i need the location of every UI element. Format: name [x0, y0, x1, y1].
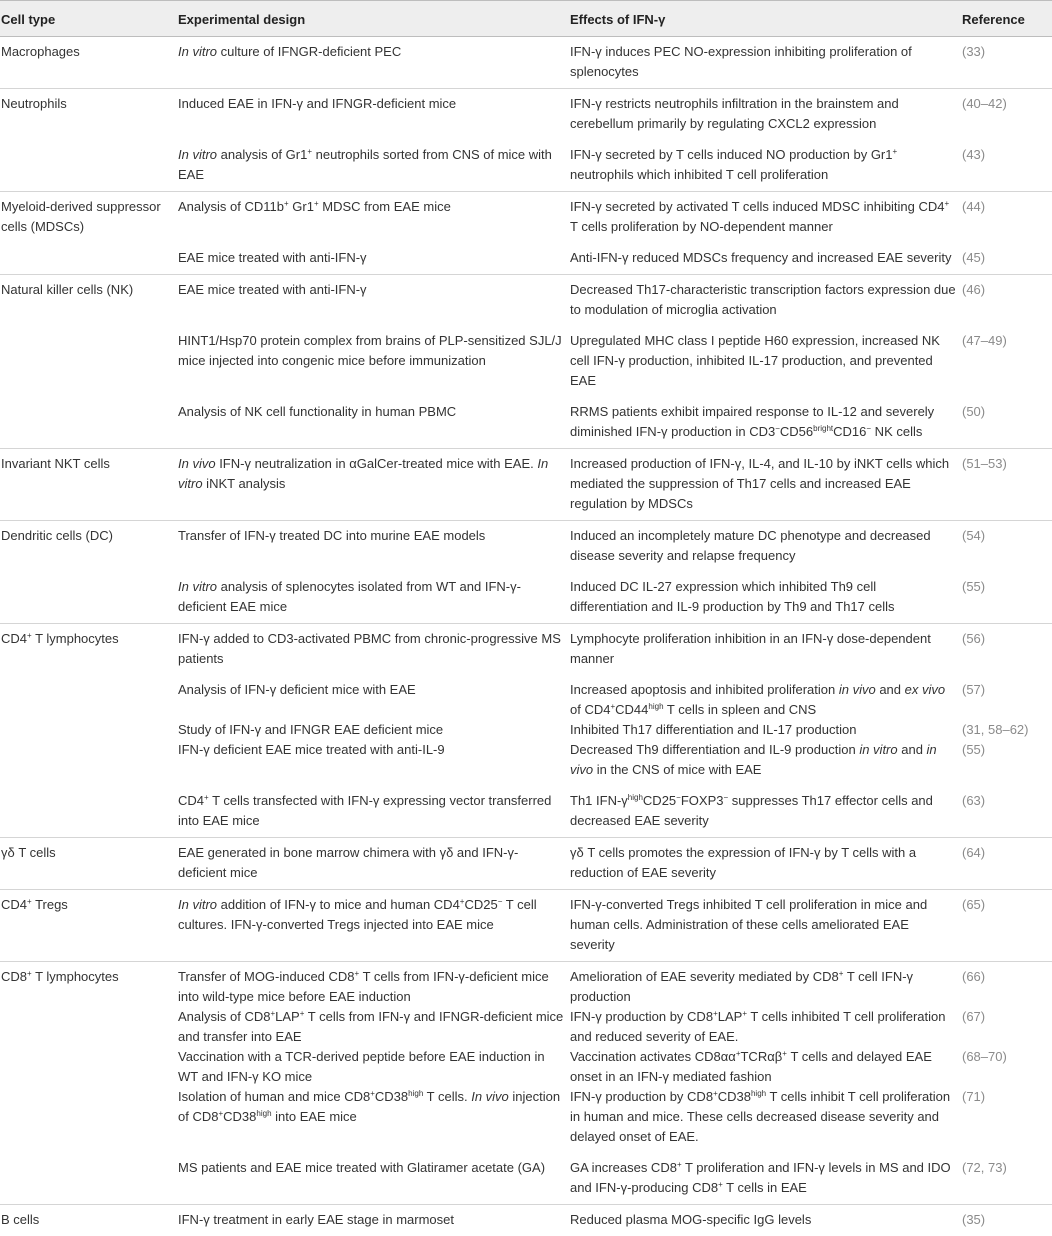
effect-cell: Inhibited Th17 differentiation and IL-17 production: [568, 720, 960, 740]
reference-cell: (68–70): [960, 1047, 1052, 1087]
table-row: [0, 624, 1052, 676]
reference-cell: (72, 73): [960, 1153, 1052, 1205]
experimental-design-cell: Vaccination with a TCR-derived peptide before EAE induction in WT and IFN-γ KO mice: [176, 1047, 568, 1087]
experimental-design-cell: CD4+ T cells transfected with IFN-γ expressing vector transferred into EAE mice: [176, 786, 568, 838]
table-row: [0, 572, 1052, 624]
effect-cell: γδ T cells promotes the expression of IFN-γ by T cells with a reduction of EAE severity: [568, 838, 960, 890]
experimental-design-cell: IFN-γ treatment in early EAE stage in marmoset: [176, 1205, 568, 1236]
reference-cell: (64): [960, 838, 1052, 890]
reference-cell: (45): [960, 243, 1052, 275]
experimental-design-cell: EAE mice treated with anti-IFN-γ: [176, 243, 568, 275]
experimental-design-cell: Analysis of IFN-γ deficient mice with EAE: [176, 675, 568, 720]
table-row: [0, 140, 1052, 192]
reference-cell: (35): [960, 1205, 1052, 1236]
effect-cell: Amelioration of EAE severity mediated by CD8+ T cell IFN-γ production: [568, 962, 960, 1008]
table-row: [0, 397, 1052, 449]
table-row: [0, 89, 1052, 141]
experimental-design-cell: Analysis of CD11b+ Gr1+ MDSC from EAE mice: [176, 192, 568, 244]
table-row: [0, 786, 1052, 838]
cell-type-cell: B cells: [0, 1205, 176, 1236]
cell-type-cell: [0, 1153, 176, 1205]
table-row: [0, 243, 1052, 275]
reference-cell: (57): [960, 675, 1052, 720]
table-row: [0, 838, 1052, 890]
cell-type-cell: CD8+ T lymphocytes: [0, 962, 176, 1008]
experimental-design-cell: In vitro addition of IFN-γ to mice and human CD4+CD25− T cell cultures. IFN-γ-converted Tregs injected into EAE mice: [176, 890, 568, 962]
reference-cell: (44): [960, 192, 1052, 244]
table-row: [0, 740, 1052, 786]
header-effects: Effects of IFN-γ: [568, 1, 960, 37]
cell-type-cell: CD4+ T lymphocytes: [0, 624, 176, 676]
reference-cell: (51–53): [960, 449, 1052, 521]
experimental-design-cell: EAE generated in bone marrow chimera with γδ and IFN-γ-deficient mice: [176, 838, 568, 890]
reference-cell: (43): [960, 140, 1052, 192]
cell-type-cell: Invariant NKT cells: [0, 449, 176, 521]
experimental-design-cell: In vivo IFN-γ neutralization in αGalCer-treated mice with EAE. In vitro iNKT analysis: [176, 449, 568, 521]
experimental-design-cell: In vitro culture of IFNGR-deficient PEC: [176, 37, 568, 89]
experimental-design-cell: Isolation of human and mice $CD8^+CD38^{high}$ T cells. In vivo injection of $CD8^+CD38^{high}$ into EAE mice: [176, 1087, 568, 1153]
experimental-design-cell: In vitro analysis of splenocytes isolated from WT and IFN-γ-deficient EAE mice: [176, 572, 568, 624]
header-row: [0, 1, 1052, 37]
reference-cell: (54): [960, 521, 1052, 573]
effect-cell: Reduced plasma MOG-specific IgG levels: [568, 1205, 960, 1236]
table-row: [0, 275, 1052, 327]
table-row: [0, 1007, 1052, 1047]
effect-cell: IFN-γ restricts neutrophils infiltration in the brainstem and cerebellum primarily by regulating CXCL2 expression: [568, 89, 960, 141]
effect-cell: IFN-γ production by $CD8^+CD38^{high}$ T cells inhibit T cell proliferation in human and mice. These cells decreased disease severity and delayed onset of EAE.: [568, 1087, 960, 1153]
experimental-design-cell: MS patients and EAE mice treated with Glatiramer acetate (GA): [176, 1153, 568, 1205]
reference-cell: (40–42): [960, 89, 1052, 141]
effect-cell: Decreased Th9 differentiation and IL-9 production in vitro and in vivo in the CNS of mice with EAE: [568, 740, 960, 786]
cell-type-cell: [0, 326, 176, 397]
experimental-design-cell: Study of IFN-γ and IFNGR EAE deficient mice: [176, 720, 568, 740]
reference-cell: (55): [960, 740, 1052, 786]
reference-cell: (63): [960, 786, 1052, 838]
effect-cell: Decreased Th17-characteristic transcription factors expression due to modulation of microglia activation: [568, 275, 960, 327]
table-row: [0, 449, 1052, 521]
effect-cell: IFN-γ secreted by T cells induced NO production by Gr1+ neutrophils which inhibited T cell proliferation: [568, 140, 960, 192]
effect-cell: Vaccination activates CD8αα+TCRαβ+ T cells and delayed EAE onset in an IFN-γ mediated fashion: [568, 1047, 960, 1087]
reference-cell: (65): [960, 890, 1052, 962]
table-row: [0, 962, 1052, 1008]
experimental-design-cell: Transfer of MOG-induced CD8+ T cells from IFN-γ-deficient mice into wild-type mice before EAE induction: [176, 962, 568, 1008]
effect-cell: Upregulated MHC class I peptide H60 expression, increased NK cell IFN-γ production, inhibited IL-17 production, and prevented EAE: [568, 326, 960, 397]
table-row: [0, 720, 1052, 740]
reference-cell: (56): [960, 624, 1052, 676]
experimental-design-cell: Analysis of CD8+LAP+ T cells from IFN-γ and IFNGR-deficient mice and transfer into EAE: [176, 1007, 568, 1047]
effect-cell: IFN-γ-converted Tregs inhibited T cell proliferation in mice and human cells. Administration of these cells ameliorated EAE severity: [568, 890, 960, 962]
cell-type-cell: CD4+ Tregs: [0, 890, 176, 962]
table-row: [0, 326, 1052, 397]
table-row: [0, 37, 1052, 89]
effect-cell: Anti-IFN-γ reduced MDSCs frequency and increased EAE severity: [568, 243, 960, 275]
effect-cell: IFN-γ production by CD8+LAP+ T cells inhibited T cell proliferation and reduced severity of EAE.: [568, 1007, 960, 1047]
experimental-design-cell: Transfer of IFN-γ treated DC into murine EAE models: [176, 521, 568, 573]
table-body: [0, 37, 1052, 1236]
experimental-design-cell: HINT1/Hsp70 protein complex from brains of PLP-sensitized SJL/J mice injected into congenic mice before immunization: [176, 326, 568, 397]
header-experimental-design: Experimental design: [176, 1, 568, 37]
cell-type-cell: [0, 397, 176, 449]
cell-type-cell: γδ T cells: [0, 838, 176, 890]
cell-type-cell: [0, 243, 176, 275]
reference-cell: (66): [960, 962, 1052, 1008]
reference-cell: (47–49): [960, 326, 1052, 397]
effect-cell: Induced DC IL-27 expression which inhibited Th9 cell differentiation and IL-9 production by Th9 and Th17 cells: [568, 572, 960, 624]
cell-type-cell: [0, 1007, 176, 1047]
table-row: [0, 675, 1052, 720]
reference-cell: (31, 58–62): [960, 720, 1052, 740]
cell-type-cell: [0, 140, 176, 192]
reference-cell: (67): [960, 1007, 1052, 1047]
effect-cell: IFN-γ induces PEC NO-expression inhibiting proliferation of splenocytes: [568, 37, 960, 89]
table-row: [0, 1153, 1052, 1205]
reference-cell: (71): [960, 1087, 1052, 1153]
effect-cell: GA increases CD8+ T proliferation and IFN-γ levels in MS and IDO and IFN-γ-producing CD8+ T cells in EAE: [568, 1153, 960, 1205]
effect-cell: IFN-γ secreted by activated T cells induced MDSC inhibiting CD4+ T cells proliferation by NO-dependent manner: [568, 192, 960, 244]
experimental-design-cell: Analysis of NK cell functionality in human PBMC: [176, 397, 568, 449]
reference-cell: (46): [960, 275, 1052, 327]
table-row: [0, 1205, 1052, 1236]
cell-type-cell: Neutrophils: [0, 89, 176, 141]
table-row: [0, 192, 1052, 244]
experimental-design-cell: Induced EAE in IFN-γ and IFNGR-deficient mice: [176, 89, 568, 141]
cell-type-cell: [0, 572, 176, 624]
cell-type-cell: Myeloid-derived suppressor cells (MDSCs): [0, 192, 176, 244]
cell-type-cell: [0, 786, 176, 838]
effect-cell: Th1 IFN-$\gamma^{high}CD25^-FOXP3^-$ suppresses Th17 effector cells and decreased EAE severity: [568, 786, 960, 838]
table-row: [0, 1087, 1052, 1153]
header-reference: Reference: [960, 1, 1052, 37]
table-row: [0, 521, 1052, 573]
effect-cell: Increased production of IFN-γ, IL-4, and IL-10 by iNKT cells which mediated the suppression of Th17 cells and increased EAE regulation by MDSCs: [568, 449, 960, 521]
cell-type-cell: Dendritic cells (DC): [0, 521, 176, 573]
effect-cell: Increased apoptosis and inhibited proliferation in vivo and ex vivo of $CD4^+CD44^{high}$ T cells in spleen and CNS: [568, 675, 960, 720]
experimental-design-cell: In vitro analysis of Gr1+ neutrophils sorted from CNS of mice with EAE: [176, 140, 568, 192]
table-row: [0, 890, 1052, 962]
cell-type-cell: [0, 1047, 176, 1087]
effect-cell: Lymphocyte proliferation inhibition in an IFN-γ dose-dependent manner: [568, 624, 960, 676]
experimental-design-cell: IFN-γ added to CD3-activated PBMC from chronic-progressive MS patients: [176, 624, 568, 676]
cell-type-cell: Macrophages: [0, 37, 176, 89]
experimental-design-cell: EAE mice treated with anti-IFN-γ: [176, 275, 568, 327]
experimental-design-cell: IFN-γ deficient EAE mice treated with anti-IL-9: [176, 740, 568, 786]
cell-type-cell: [0, 740, 176, 786]
effect-cell: RRMS patients exhibit impaired response to IL-12 and severely diminished IFN-γ production in $CD3^-CD56^{bright}CD16^-$ NK cells: [568, 397, 960, 449]
cell-type-cell: Natural killer cells (NK): [0, 275, 176, 327]
header-cell-type: Cell type: [0, 1, 176, 37]
reference-cell: (50): [960, 397, 1052, 449]
effect-cell: Induced an incompletely mature DC phenotype and decreased disease severity and relapse frequency: [568, 521, 960, 573]
cell-type-cell: [0, 1087, 176, 1153]
cell-type-cell: [0, 675, 176, 720]
cell-type-cell: [0, 720, 176, 740]
reference-cell: (33): [960, 37, 1052, 89]
reference-cell: (55): [960, 572, 1052, 624]
table-row: [0, 1047, 1052, 1087]
